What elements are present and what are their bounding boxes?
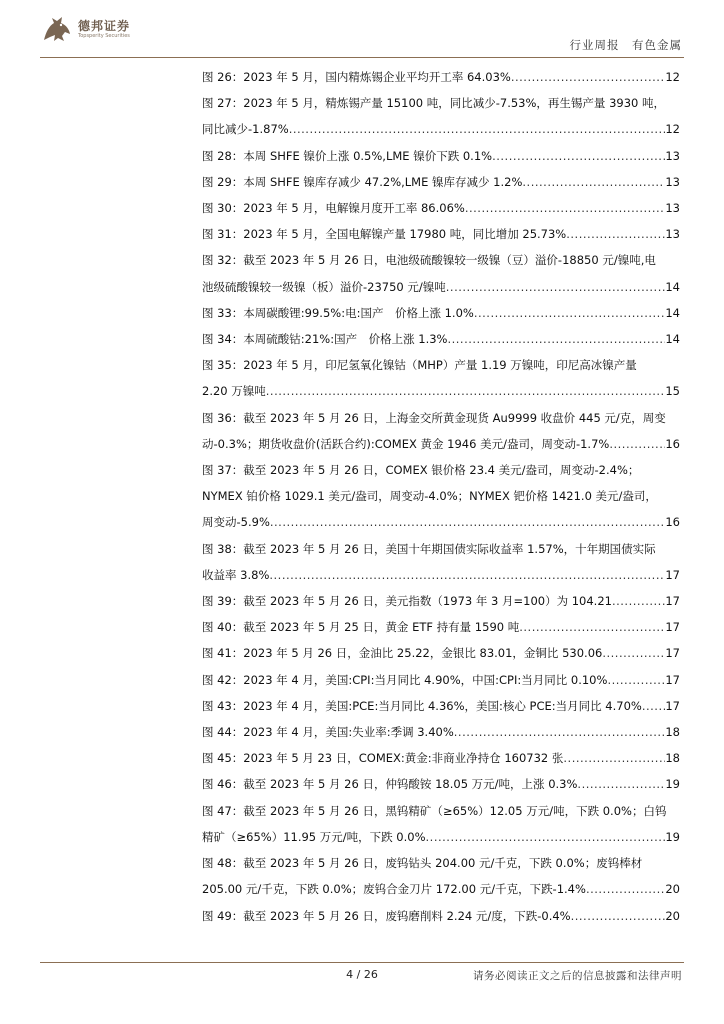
dot-leader	[269, 562, 665, 588]
toc-entry-text: 图 29：本周 SHFE 镍库存减少 47.2%,LME 镍库存减少 1.2%	[202, 174, 523, 189]
toc-entry-line	[202, 771, 680, 797]
toc-page-number: 17	[665, 698, 680, 713]
toc-entry-line	[202, 352, 680, 378]
toc-entry-line	[202, 824, 680, 850]
toc-entry-line	[202, 221, 680, 247]
dot-leader	[519, 614, 665, 640]
toc-entry-text: 2.20 万镍吨	[202, 384, 266, 399]
toc-entry[interactable]	[202, 614, 680, 640]
toc-page-number: 13	[665, 227, 680, 242]
toc-entry-line	[202, 640, 680, 666]
toc-entry[interactable]	[202, 405, 680, 457]
toc-entry-line	[202, 588, 680, 614]
figure-table-of-contents	[202, 64, 680, 929]
dot-leader	[270, 509, 665, 535]
toc-entry[interactable]	[202, 457, 680, 536]
toc-entry[interactable]	[202, 903, 680, 929]
toc-entry-text: 图 46：截至 2023 年 5 月 26 日，仲钨酸铵 18.05 万元/吨，上涨 0.3%	[202, 777, 578, 792]
toc-page-number: 15	[665, 384, 680, 399]
toc-entry-text: 图 30：2023 年 5 月，电解镍月度开工率 86.06%	[202, 201, 465, 216]
toc-entry[interactable]	[202, 300, 680, 326]
toc-entry-text: 图 32：截至 2023 年 5 月 26 日，电池级硫酸镍较一级镍（豆）溢价-18850 元/镍吨,电	[202, 253, 656, 268]
toc-entry-line	[202, 903, 680, 929]
toc-entry-line	[202, 876, 680, 902]
dot-leader	[563, 745, 665, 771]
toc-entry-line	[202, 614, 680, 640]
toc-entry-text: 图 48：截至 2023 年 5 月 26 日，废钨钻头 204.00 元/千克，下跌 0.0%；废钨棒材	[202, 856, 643, 871]
toc-entry-text: 图 41：2023 年 5 月 26 日，金油比 25.22，金银比 83.01，金铜比 530.06	[202, 646, 603, 661]
header-divider	[40, 57, 684, 58]
toc-entry-text: 205.00 元/千克，下跌 0.0%；废钨合金刀片 172.00 元/千克，下跌-1.4%	[202, 882, 586, 897]
toc-entry-text: 图 42：2023 年 4 月，美国:CPI:当月同比 4.90%，中国:CPI:当月同比 0.10%	[202, 672, 608, 687]
toc-entry-text: 图 38：截至 2023 年 5 月 26 日，美国十年期国债实际收益率 1.57%，十年期国债实际	[202, 541, 656, 556]
toc-page-number: 17	[665, 646, 680, 661]
dot-leader	[522, 169, 665, 195]
toc-entry-line	[202, 719, 680, 745]
toc-page-number: 16	[665, 436, 680, 451]
toc-entry-line	[202, 562, 680, 588]
disclaimer-note: 请务必阅读正文之后的信息披露和法律声明	[473, 970, 682, 982]
toc-entry[interactable]	[202, 536, 680, 588]
toc-entry-text: 池级硫酸镍较一级镍（板）溢价-23750 元/镍吨	[202, 279, 446, 294]
toc-entry-line	[202, 457, 680, 483]
toc-entry-line	[202, 693, 680, 719]
toc-entry-line	[202, 431, 680, 457]
toc-entry[interactable]	[202, 667, 680, 693]
toc-page-number: 12	[665, 70, 680, 84]
toc-page-number: 19	[665, 777, 680, 792]
toc-page-number: 13	[665, 201, 680, 216]
toc-page-number: 16	[665, 515, 680, 530]
toc-entry-text: 图 44：2023 年 4 月，美国:失业率:季调 3.40%	[202, 725, 454, 740]
toc-entry-text: 图 43：2023 年 4 月，美国:PCE:当月同比 4.36%，美国:核心 PCE:当月同比 4.70%	[202, 698, 642, 713]
toc-page-number: 14	[665, 332, 680, 347]
toc-entry-line	[202, 116, 680, 142]
dot-leader	[612, 588, 665, 614]
dot-leader	[454, 719, 666, 745]
dot-leader	[571, 903, 666, 929]
toc-entry-text: 图 28：本周 SHFE 镍价上涨 0.5%,LME 镍价下跌 0.1%	[202, 148, 493, 163]
toc-entry-text: 图 26：2023 年 5 月，国内精炼锡企业平均开工率 64.03%	[202, 70, 511, 84]
dot-leader	[474, 300, 666, 326]
dot-leader	[577, 771, 665, 797]
page-number: 4 / 26	[346, 968, 378, 981]
dot-leader	[266, 378, 666, 404]
toc-entry-text: 同比减少-1.87%	[202, 122, 289, 137]
toc-entry[interactable]	[202, 221, 680, 247]
toc-page-number: 17	[665, 567, 680, 582]
dot-leader	[465, 195, 666, 221]
toc-entry-text: 图 35：2023 年 5 月，印尼氢氧化镍钴（MHP）产量 1.19 万镍吨，印尼高冰镍产量	[202, 358, 637, 373]
logo-company-name: 德邦证券	[78, 18, 131, 33]
toc-entry[interactable]	[202, 588, 680, 614]
toc-page-number: 13	[665, 148, 680, 163]
toc-entry-line	[202, 536, 680, 562]
toc-entry-line	[202, 90, 680, 116]
toc-entry-line	[202, 483, 680, 509]
company-logo	[40, 14, 130, 44]
toc-entry[interactable]	[202, 745, 680, 771]
toc-page-number: 14	[665, 305, 680, 320]
toc-entry-line	[202, 745, 680, 771]
dot-leader	[289, 116, 666, 142]
toc-entry-text: 图 40：截至 2023 年 5 月 25 日，黄金 ETF 持有量 1590 吨	[202, 620, 520, 635]
toc-page-number: 20	[665, 882, 680, 897]
toc-entry-line	[202, 509, 680, 535]
toc-entry-line	[202, 169, 680, 195]
toc-entry-line	[202, 143, 680, 169]
toc-entry[interactable]	[202, 326, 680, 352]
toc-entry-text: 图 31：2023 年 5 月，全国电解镍产量 17980 吨，同比增加 25.73%	[202, 227, 567, 242]
dot-leader	[642, 693, 666, 719]
dot-leader	[426, 824, 666, 850]
dot-leader	[447, 326, 665, 352]
toc-page-number: 19	[665, 829, 680, 844]
toc-page-number: 18	[665, 751, 680, 766]
toc-entry[interactable]	[202, 195, 680, 221]
toc-entry-text: 图 47：截至 2023 年 5 月 26 日，黑钨精矿（≥65%）12.05 万元/吨，下跌 0.0%；白钨	[202, 803, 667, 818]
toc-page-number: 17	[665, 620, 680, 635]
dot-leader	[586, 876, 665, 902]
toc-page-number: 12	[665, 122, 680, 137]
toc-entry-text: NYMEX 铂价格 1029.1 美元/盎司，周变动-4.0%；NYMEX 钯价格 1421.0 美元/盎司，	[202, 489, 657, 504]
toc-entry[interactable]	[202, 850, 680, 902]
toc-page-number: 13	[665, 174, 680, 189]
toc-entry[interactable]	[202, 64, 680, 90]
toc-entry-text: 动-0.3%；期货收盘价(活跃合约):COMEX 黄金 1946 美元/盎司，周变动-1.7%	[202, 436, 610, 451]
toc-entry-text: 图 37：截至 2023 年 5 月 26 日，COMEX 银价格 23.4 美元/盎司，周变动-2.4%；	[202, 463, 640, 478]
toc-entry-text: 图 49：截至 2023 年 5 月 26 日，废钨磨削料 2.24 元/度，下跌-0.4%	[202, 908, 571, 923]
toc-entry-line	[202, 667, 680, 693]
toc-entry[interactable]	[202, 771, 680, 797]
toc-entry-line	[202, 300, 680, 326]
toc-entry-text: 周变动-5.9%	[202, 515, 270, 530]
toc-entry[interactable]	[202, 90, 680, 142]
toc-entry[interactable]	[202, 247, 680, 299]
toc-entry-line	[202, 195, 680, 221]
toc-entry-text: 图 45：2023 年 5 月 23 日，COMEX:黄金:非商业净持仓 160732 张	[202, 751, 564, 766]
dot-leader	[511, 64, 666, 90]
footer-divider	[40, 962, 684, 963]
dot-leader	[602, 640, 665, 666]
dot-leader	[609, 431, 665, 457]
toc-page-number: 18	[665, 725, 680, 740]
toc-entry-line	[202, 850, 680, 876]
toc-entry-line	[202, 274, 680, 300]
toc-page-number: 14	[665, 279, 680, 294]
report-category: 行业周报 有色金属	[569, 38, 682, 52]
toc-entry-text: 图 27：2023 年 5 月，精炼锡产量 15100 吨，同比减少-7.53%，再生锡产量 3930 吨，	[202, 96, 665, 111]
toc-entry[interactable]	[202, 640, 680, 666]
dot-leader	[446, 274, 666, 300]
dot-leader	[566, 221, 665, 247]
toc-page-number: 17	[665, 672, 680, 687]
toc-entry-text: 精矿（≥65%）11.95 万元/吨，下跌 0.0%	[202, 829, 426, 844]
toc-entry-text: 图 34：本周硫酸钴:21%:国产 价格上涨 1.3%	[202, 332, 448, 347]
toc-page-number: 17	[665, 594, 680, 609]
toc-entry-text: 图 36：截至 2023 年 5 月 26 日，上海金交所黄金现货 Au9999 收盘价 445 元/克，周变	[202, 410, 666, 425]
logo-company-name-en: Topsperity Securities	[78, 32, 130, 39]
dot-leader	[492, 143, 665, 169]
toc-entry-line	[202, 247, 680, 273]
toc-entry-line	[202, 798, 680, 824]
toc-entry-line	[202, 378, 680, 404]
toc-entry[interactable]	[202, 143, 680, 169]
toc-entry-text: 收益率 3.8%	[202, 567, 270, 582]
toc-entry-line	[202, 326, 680, 352]
toc-entry[interactable]	[202, 169, 680, 195]
toc-entry-line	[202, 405, 680, 431]
horse-logo-icon	[40, 14, 74, 44]
toc-entry[interactable]	[202, 352, 680, 404]
toc-entry[interactable]	[202, 798, 680, 850]
toc-entry-text: 图 39：截至 2023 年 5 月 26 日，美元指数（1973 年 3 月=100）为 104.21	[202, 594, 612, 609]
dot-leader	[607, 667, 665, 693]
toc-entry[interactable]	[202, 719, 680, 745]
toc-entry[interactable]	[202, 693, 680, 719]
toc-entry-text: 图 33：本周碳酸锂:99.5%:电:国产 价格上涨 1.0%	[202, 305, 474, 320]
toc-entry-line	[202, 64, 680, 90]
toc-page-number: 20	[665, 908, 680, 923]
